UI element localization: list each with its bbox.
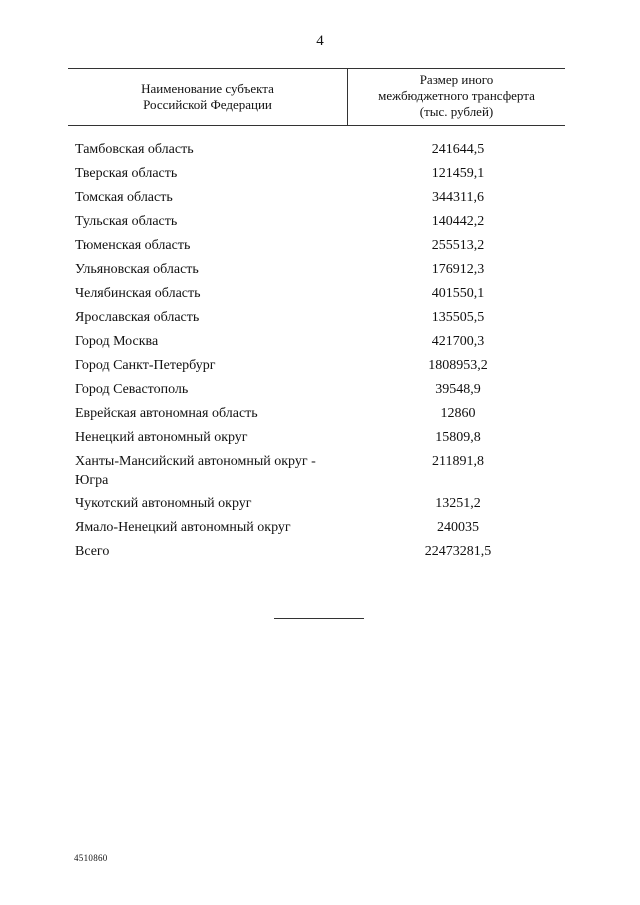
row-subject-name: Город Москва [75,334,159,349]
row-subject-name: Тамбовская область [75,142,194,157]
row-transfer-value: 140442,2 [431,214,485,229]
table-row [75,307,565,331]
row-transfer-value: 421700,3 [431,334,485,349]
table-row [75,451,565,493]
row-transfer-value: 39548,9 [435,382,481,397]
row-subject-name: Тверская область [75,166,178,181]
row-transfer-value: 241644,5 [431,142,485,157]
row-subject-name: Ярославская область [75,310,200,325]
row-subject-name: Город Санкт-Петербург [75,358,216,373]
header-transfer-line: Размер иного [419,72,494,87]
table-row [75,259,565,283]
row-subject-name: Ямало-Ненецкий автономный округ [75,520,291,535]
page-number: 4 [316,33,324,49]
row-transfer-value: 12860 [440,406,476,421]
table-row [75,139,565,163]
row-transfer-value: 255513,2 [431,238,485,253]
row-transfer-value: 401550,1 [431,286,485,301]
row-subject-name: Тульская область [75,214,178,229]
table-row [75,493,565,517]
table-row [75,163,565,187]
row-transfer-value: 121459,1 [431,166,485,181]
table-row [75,235,565,259]
table-row [75,379,565,403]
row-transfer-value: 211891,8 [432,454,484,469]
header-subject-line: Российской Федерации [143,97,272,112]
row-transfer-value: 240035 [437,520,479,535]
row-transfer-value: 176912,3 [431,262,485,277]
header-column-subject [68,81,347,113]
table-row [75,403,565,427]
table-body [75,139,565,565]
row-subject-name: Ульяновская область [75,262,199,277]
row-total-value: 22473281,5 [424,544,492,559]
row-subject-name: Томская область [75,190,173,205]
table-row [75,517,565,541]
header-subject-line: Наименование субъекта [141,81,274,96]
table-row [75,211,565,235]
header-transfer-line: межбюджетного трансферта [378,88,535,103]
row-subject-name: Чукотский автономный округ [75,496,252,511]
row-subject-name: Еврейская автономная область [75,406,258,421]
row-subject-name: Ханты-Мансийский автономный округ - Югра [75,454,316,488]
header-transfer-line: (тыс. рублей) [419,104,494,119]
table-row [75,355,565,379]
end-of-table-rule [274,618,364,619]
row-transfer-value: 1808953,2 [428,358,488,373]
table-row [75,283,565,307]
table-header [68,68,565,126]
table-row-total [75,541,565,565]
row-subject-name: Город Севастополь [75,382,189,397]
table-row [75,331,565,355]
table-row [75,427,565,451]
header-column-transfer [348,72,565,120]
document-code: 4510860 [74,853,108,863]
row-subject-name: Тюменская область [75,238,191,253]
row-total-label: Всего [75,544,110,559]
row-subject-name: Ненецкий автономный округ [75,430,248,445]
row-subject-name: Челябинская область [75,286,201,301]
row-transfer-value: 344311,6 [432,190,484,205]
row-transfer-value: 135505,5 [431,310,485,325]
row-transfer-value: 15809,8 [435,430,481,445]
table-row [75,187,565,211]
row-transfer-value: 13251,2 [435,496,481,511]
